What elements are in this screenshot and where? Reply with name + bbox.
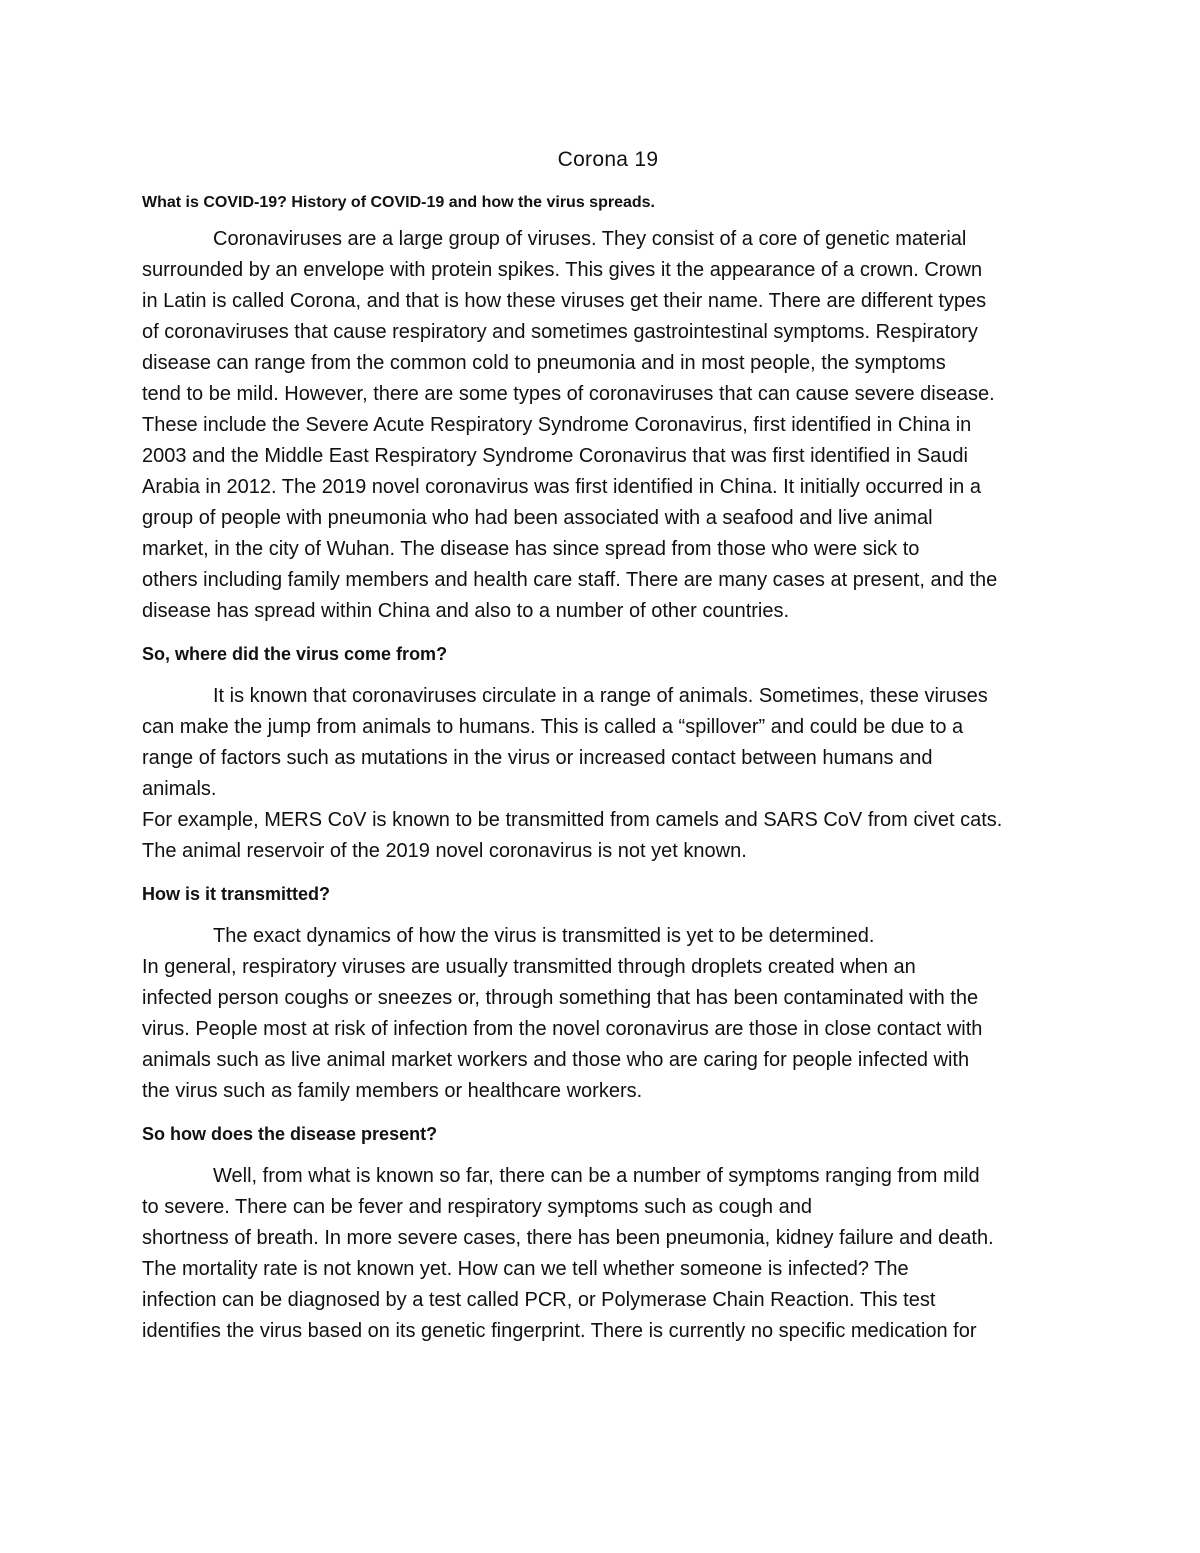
paragraph-line: disease can range from the common cold to pneumonia and in most people, the symptoms	[142, 352, 946, 374]
section-heading-origin: So, where did the virus come from?	[142, 644, 448, 664]
paragraph-line: in Latin is called Corona, and that is how these viruses get their name. There are different types	[142, 290, 987, 312]
paragraph-line: The exact dynamics of how the virus is transmitted is yet to be determined.	[213, 925, 875, 947]
section-heading-transmission: How is it transmitted?	[142, 884, 331, 904]
paragraph-line: tend to be mild. However, there are some types of coronaviruses that can cause severe disease.	[142, 383, 995, 405]
paragraph-line: to severe. There can be fever and respiratory symptoms such as cough and	[142, 1196, 812, 1218]
paragraph-line: surrounded by an envelope with protein spikes. This gives it the appearance of a crown. Crown	[142, 259, 983, 281]
paragraph-line: animals such as live animal market workers and those who are caring for people infected with	[142, 1049, 970, 1071]
paragraph-line: group of people with pneumonia who had been associated with a seafood and live animal	[142, 507, 933, 529]
paragraph-line: For example, MERS CoV is known to be transmitted from camels and SARS CoV from civet cats.	[142, 809, 1003, 831]
paragraph-line: 2003 and the Middle East Respiratory Syndrome Coronavirus that was first identified in Saudi	[142, 445, 968, 467]
paragraph-line: identifies the virus based on its genetic fingerprint. There is currently no specific medication for	[142, 1320, 977, 1342]
paragraph-line: infection can be diagnosed by a test called PCR, or Polymerase Chain Reaction. This test	[142, 1289, 936, 1311]
paragraph-line: disease has spread within China and also to a number of other countries.	[142, 600, 790, 622]
paragraph-line: Well, from what is known so far, there can be a number of symptoms ranging from mild	[213, 1165, 980, 1187]
paragraph-line: range of factors such as mutations in the virus or increased contact between humans and	[142, 747, 933, 769]
section-transmission	[142, 921, 1062, 1107]
section-heading-presentation: So how does the disease present?	[142, 1124, 438, 1144]
document-body	[142, 145, 1062, 1361]
paragraph-line: the virus such as family members or healthcare workers.	[142, 1080, 643, 1102]
paragraph-line: It is known that coronaviruses circulate in a range of animals. Sometimes, these viruses	[213, 685, 988, 707]
paragraph-line: shortness of breath. In more severe cases, there has been pneumonia, kidney failure and death.	[142, 1227, 994, 1249]
paragraph-line: These include the Severe Acute Respiratory Syndrome Coronavirus, first identified in China in	[142, 414, 972, 436]
paragraph-line: Coronaviruses are a large group of viruses. They consist of a core of genetic material	[213, 228, 967, 250]
paragraph-line: of coronaviruses that cause respiratory and sometimes gastrointestinal symptoms. Respiratory	[142, 321, 978, 343]
section-intro	[142, 224, 1062, 627]
paragraph-line: others including family members and health care staff. There are many cases at present, and the	[142, 569, 998, 591]
paragraph-line: market, in the city of Wuhan. The disease has since spread from those who were sick to	[142, 538, 920, 560]
document-subtitle: What is COVID-19? History of COVID-19 and how the virus spreads.	[142, 194, 655, 211]
paragraph-line: The animal reservoir of the 2019 novel coronavirus is not yet known.	[142, 840, 747, 862]
paragraph-line: virus. People most at risk of infection from the novel coronavirus are those in close contact with	[142, 1018, 983, 1040]
paragraph-line: animals.	[142, 778, 217, 800]
section-presentation	[142, 1161, 1062, 1347]
paragraph-line: can make the jump from animals to humans. This is called a “spillover” and could be due to a	[142, 716, 964, 738]
paragraph-line: infected person coughs or sneezes or, through something that has been contaminated with the	[142, 987, 979, 1009]
document-title: Corona 19	[557, 148, 659, 171]
paragraph-line: In general, respiratory viruses are usually transmitted through droplets created when an	[142, 956, 916, 978]
section-origin	[142, 681, 1062, 867]
paragraph-line: Arabia in 2012. The 2019 novel coronavirus was first identified in China. It initially occurred in a	[142, 476, 981, 498]
paragraph-line: The mortality rate is not known yet. How can we tell whether someone is infected? The	[142, 1258, 909, 1280]
